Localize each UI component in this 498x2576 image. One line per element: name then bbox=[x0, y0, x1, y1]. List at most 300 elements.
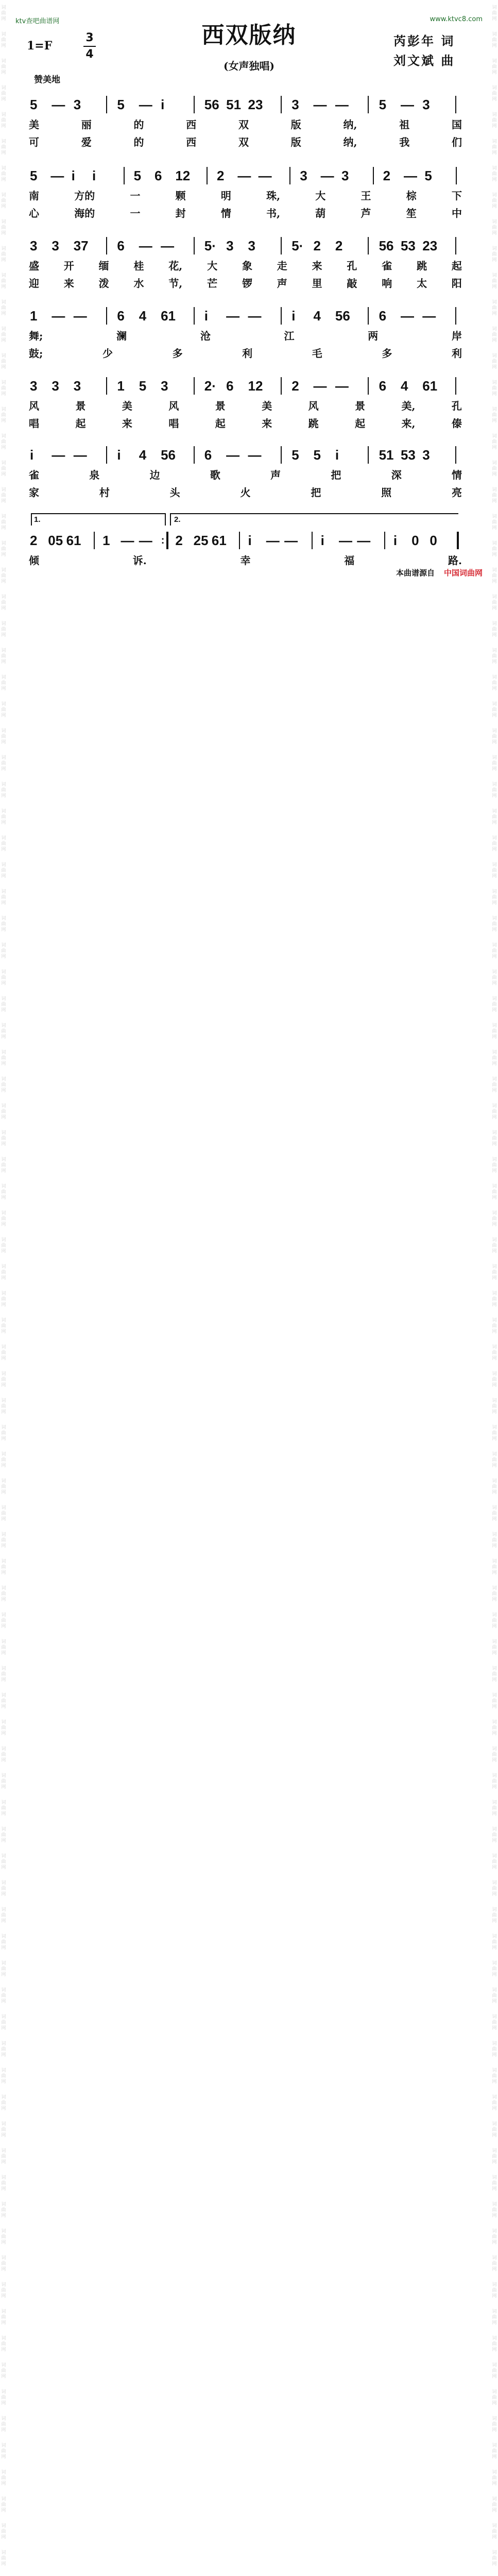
lyric-word: 来 bbox=[262, 417, 272, 430]
note: 4 bbox=[139, 447, 147, 463]
watermark-text: 词 曲 网 bbox=[1, 1880, 6, 1897]
watermark-text: 词 曲 网 bbox=[1, 1425, 6, 1442]
watermark-text: 词 曲 网 bbox=[1, 461, 6, 477]
note: 2 bbox=[175, 533, 183, 548]
watermark-text: 词 曲 网 bbox=[492, 2470, 497, 2486]
watermark-text: 词 曲 网 bbox=[492, 1264, 497, 1281]
lyric-word: 王 bbox=[360, 190, 371, 202]
volta-2-line bbox=[170, 513, 458, 514]
lyric-word: 风 bbox=[308, 400, 319, 412]
lyric-word: 路. bbox=[448, 554, 462, 567]
bar-line bbox=[373, 167, 374, 184]
watermark-text: 词 曲 网 bbox=[492, 1747, 497, 1763]
watermark-text: 词 曲 网 bbox=[1, 2068, 6, 2084]
watermark-text: 词 曲 网 bbox=[492, 246, 497, 263]
watermark-text: 词 曲 网 bbox=[1, 380, 6, 397]
lyric-word: 起 bbox=[355, 417, 366, 430]
brand-left: ktv查吧曲谱网 bbox=[15, 18, 60, 25]
lyric-line bbox=[29, 188, 462, 202]
note: 6 bbox=[226, 378, 234, 394]
lyric-word: 笙 bbox=[406, 207, 417, 219]
watermark-text: 词 曲 网 bbox=[492, 1720, 497, 1736]
watermark-text: 词 曲 网 bbox=[492, 728, 497, 745]
note: i bbox=[161, 97, 165, 112]
bar-line bbox=[281, 307, 282, 325]
note: 2· bbox=[204, 378, 216, 394]
watermark-text: 词 曲 网 bbox=[1, 1747, 6, 1763]
watermark-text: 词 曲 网 bbox=[492, 1586, 497, 1602]
note: 53 bbox=[400, 447, 416, 463]
lyric-word: 岸 bbox=[451, 330, 462, 342]
note: 56 bbox=[335, 308, 350, 324]
lyric-word: 棕 bbox=[406, 190, 417, 202]
watermark-text: 词 曲 网 bbox=[492, 1907, 497, 1924]
note: — bbox=[226, 447, 240, 463]
note: 12 bbox=[175, 168, 191, 183]
watermark-text: 词 曲 网 bbox=[1, 889, 6, 906]
watermark-text: 词 曲 网 bbox=[492, 2363, 497, 2379]
watermark-text: 词 曲 网 bbox=[1, 2229, 6, 2245]
lyric-word: 迎 bbox=[29, 277, 39, 290]
watermark-text bbox=[0, 2572, 7, 2576]
watermark-text: 词 曲 网 bbox=[492, 434, 497, 450]
watermark-text: 词 曲 网 bbox=[492, 1104, 497, 1120]
watermark-text: 词 曲 网 bbox=[492, 1532, 497, 1549]
watermark-text: 词 曲 网 bbox=[492, 1398, 497, 1415]
note: 3 bbox=[51, 378, 59, 394]
time-signature-bar bbox=[83, 46, 96, 47]
lyric-word: 澜 bbox=[116, 330, 127, 342]
note: 3 bbox=[30, 238, 38, 253]
lyric-word: 颗 bbox=[175, 190, 186, 202]
watermark-text: 词 曲 网 bbox=[1, 809, 6, 825]
bar-line bbox=[281, 446, 282, 464]
watermark-text: 词 曲 网 bbox=[1, 1318, 6, 1334]
watermark-text: 词 曲 网 bbox=[492, 5, 497, 22]
note: 2 bbox=[30, 533, 38, 548]
watermark-text: 词 曲 网 bbox=[492, 675, 497, 691]
lyric-word: 下 bbox=[451, 190, 462, 202]
note: 5· bbox=[204, 238, 216, 253]
watermark-text: 词 曲 网 bbox=[1, 648, 6, 665]
end-bar-line bbox=[166, 532, 168, 549]
lyric-word: 村 bbox=[99, 486, 110, 499]
watermark-text: 词 曲 网 bbox=[1, 1532, 6, 1549]
song-title: 西双版纳 bbox=[201, 22, 297, 48]
bar-line bbox=[106, 446, 107, 464]
watermark-text: 词 曲 网 bbox=[1, 2363, 6, 2379]
watermark-text: 词 曲 网 bbox=[1, 353, 6, 370]
bar-line bbox=[239, 532, 240, 549]
lyric-word: 头 bbox=[169, 486, 180, 499]
watermark-text: 词 曲 网 bbox=[1, 2389, 6, 2406]
watermark-text: 词 曲 网 bbox=[492, 2175, 497, 2192]
bar-line bbox=[94, 532, 95, 549]
lyric-word: 美 bbox=[29, 118, 39, 131]
watermark-text: 词 曲 网 bbox=[1, 755, 6, 772]
watermark-text: 词 曲 网 bbox=[492, 1023, 497, 1040]
lyric-word: 走 bbox=[277, 260, 287, 272]
note: — bbox=[50, 168, 64, 183]
lyric-line bbox=[29, 398, 462, 413]
note: — bbox=[404, 168, 417, 183]
watermark-text: 词 曲 网 bbox=[1, 1077, 6, 1093]
watermark-text: 词 曲 网 bbox=[1, 487, 6, 504]
right-watermark-strip bbox=[491, 0, 498, 2567]
watermark-text: 词 曲 网 bbox=[1, 2041, 6, 2058]
watermark-text: 词 曲 网 bbox=[492, 86, 497, 102]
lyric-word: 跳 bbox=[417, 260, 427, 272]
watermark-text: 词 曲 网 bbox=[1, 2148, 6, 2165]
watermark-text: 词 曲 网 bbox=[1, 1666, 6, 1683]
lyric-line bbox=[29, 345, 462, 360]
watermark-text: 词 曲 网 bbox=[1, 1104, 6, 1120]
watermark-text: 词 曲 网 bbox=[1, 1157, 6, 1174]
lyric-line bbox=[29, 205, 462, 220]
watermark-text: 词 曲 网 bbox=[1, 1720, 6, 1736]
lyric-word: 双 bbox=[238, 118, 249, 131]
note: 3 bbox=[248, 238, 255, 253]
note: i bbox=[320, 533, 324, 548]
watermark-text: 词 曲 网 bbox=[1, 246, 6, 263]
watermark-text: 词 曲 网 bbox=[1, 996, 6, 1013]
note: 3 bbox=[30, 378, 38, 394]
watermark-text: 词 曲 网 bbox=[1, 568, 6, 584]
note: 3 bbox=[226, 238, 234, 253]
bar-line bbox=[207, 167, 208, 184]
watermark-text: 词 曲 网 bbox=[492, 809, 497, 825]
note: 6 bbox=[117, 238, 125, 253]
lyric-word: 雀 bbox=[382, 260, 392, 272]
watermark-text: 词 曲 网 bbox=[492, 273, 497, 290]
song-subtitle: (女声独唱) bbox=[224, 60, 274, 72]
note: — bbox=[313, 378, 327, 394]
watermark-text: 词 曲 网 bbox=[1, 2122, 6, 2138]
lyric-line bbox=[29, 328, 462, 343]
bar-line bbox=[106, 237, 107, 255]
watermark-text: 词 曲 网 bbox=[1, 300, 6, 316]
note: i bbox=[117, 447, 121, 463]
lyric-word: 桂 bbox=[133, 260, 144, 272]
volta-1-label: 1. bbox=[34, 515, 41, 524]
lyric-word: 鼓; bbox=[29, 347, 43, 360]
bar-line bbox=[289, 167, 290, 184]
watermark-text: 词 曲 网 bbox=[1, 1211, 6, 1227]
lyric-word: 唱 bbox=[168, 417, 179, 430]
watermark-text: 词 曲 网 bbox=[1, 1559, 6, 1575]
watermark-text: 词 曲 网 bbox=[492, 1827, 497, 1843]
lyric-word: 来 bbox=[63, 277, 74, 290]
lyric-word: 火 bbox=[240, 486, 251, 499]
watermark-text: 词 曲 网 bbox=[492, 1934, 497, 1951]
watermark-text: 词 曲 网 bbox=[492, 1666, 497, 1683]
lyric-word: 来 bbox=[312, 260, 322, 272]
bar-line bbox=[194, 446, 195, 464]
lyric-word: 水 bbox=[133, 277, 144, 290]
lyric-word: 景 bbox=[355, 400, 366, 412]
note: 51 bbox=[226, 97, 242, 112]
watermark-text: 词 曲 网 bbox=[1, 2497, 6, 2513]
bar-line bbox=[281, 237, 282, 255]
lyric-word: 风 bbox=[29, 400, 39, 412]
watermark-text: 词 曲 网 bbox=[1, 1479, 6, 1495]
watermark-text: 词 曲 网 bbox=[1, 2095, 6, 2111]
watermark-text: 词 曲 网 bbox=[1, 621, 6, 638]
lyric-word: 中 bbox=[451, 207, 462, 219]
lyric-word: 葫 bbox=[315, 207, 326, 219]
bar-line bbox=[455, 237, 456, 255]
note: — bbox=[266, 533, 280, 548]
watermark-text: 词 曲 网 bbox=[492, 862, 497, 879]
watermark-text: 词 曲 网 bbox=[1, 1961, 6, 1977]
bar-line bbox=[456, 167, 457, 184]
lyric-word: 们 bbox=[451, 136, 462, 148]
lyric-word: 毛 bbox=[312, 347, 322, 360]
note: 6 bbox=[117, 308, 125, 324]
note: 3 bbox=[300, 168, 307, 183]
left-watermark-strip bbox=[0, 0, 7, 2567]
watermark-text: 词 曲 网 bbox=[492, 2336, 497, 2352]
watermark-text: 词 曲 网 bbox=[492, 1077, 497, 1093]
lyric-word: 两 bbox=[368, 330, 379, 342]
time-signature-bottom: 4 bbox=[85, 48, 94, 61]
note: i bbox=[335, 447, 339, 463]
lyric-word: 利 bbox=[242, 347, 253, 360]
note: 5 bbox=[117, 97, 125, 112]
watermark-text: 词 曲 网 bbox=[492, 1693, 497, 1709]
watermark-text: 词 曲 网 bbox=[1, 2175, 6, 2192]
watermark-text: 词 曲 网 bbox=[492, 2014, 497, 2031]
watermark-text: 词 曲 网 bbox=[492, 2041, 497, 2058]
note: 61 bbox=[422, 378, 438, 394]
lyric-word: 南 bbox=[29, 190, 39, 202]
watermark-text: 词 曲 网 bbox=[492, 1130, 497, 1147]
bar-line bbox=[106, 377, 107, 395]
lyric-word: 芒 bbox=[207, 277, 218, 290]
lyric-word: 幸 bbox=[240, 554, 251, 567]
lyric-word: 沧 bbox=[200, 330, 211, 342]
watermark-text: 词 曲 网 bbox=[492, 1452, 497, 1468]
note: 0 bbox=[411, 533, 419, 548]
watermark-text: 词 曲 网 bbox=[1, 407, 6, 423]
watermark-text: 词 曲 网 bbox=[1, 2256, 6, 2272]
watermark-text: 词 曲 网 bbox=[1, 541, 6, 557]
watermark-text: 词 曲 网 bbox=[1, 273, 6, 290]
note: 05 bbox=[48, 533, 63, 548]
note: 5 bbox=[313, 447, 321, 463]
watermark-text: 词 曲 网 bbox=[1, 836, 6, 852]
watermark-text: 词 曲 网 bbox=[492, 1238, 497, 1254]
lyric-word: 锣 bbox=[242, 277, 252, 290]
lyric-word: 深 bbox=[391, 469, 402, 481]
lyric-word: 声 bbox=[277, 277, 287, 290]
watermark-text: 词 曲 网 bbox=[1, 1238, 6, 1254]
watermark-text: 词 曲 网 bbox=[492, 1880, 497, 1897]
lyric-word: 情 bbox=[451, 469, 462, 481]
lyric-word: 象 bbox=[242, 260, 252, 272]
lyric-word: 敲 bbox=[347, 277, 357, 290]
lyric-word: 封 bbox=[175, 207, 186, 219]
note: 23 bbox=[422, 238, 438, 253]
lyric-word: 雀 bbox=[29, 469, 39, 481]
watermark-text: 词 曲 网 bbox=[1, 702, 6, 718]
watermark-text: 词 曲 网 bbox=[492, 648, 497, 665]
bar-line bbox=[368, 237, 369, 255]
bar-line bbox=[455, 307, 456, 325]
watermark-text: 词 曲 网 bbox=[492, 2309, 497, 2326]
watermark-text: 词 曲 网 bbox=[492, 139, 497, 156]
bar-line bbox=[194, 377, 195, 395]
watermark-text: 词 曲 网 bbox=[492, 1854, 497, 1870]
lyric-word: 美 bbox=[122, 400, 132, 412]
watermark-text: 词 曲 网 bbox=[492, 1291, 497, 1308]
watermark-text: 词 曲 网 bbox=[492, 2416, 497, 2433]
note: — bbox=[51, 308, 65, 324]
lyric-word: 版 bbox=[290, 136, 301, 148]
watermark-text: 词 曲 网 bbox=[1, 1907, 6, 1924]
note: — bbox=[161, 238, 175, 253]
bar-line bbox=[368, 96, 369, 113]
volta-1-line bbox=[31, 513, 166, 514]
lyric-word: 美, bbox=[401, 400, 416, 412]
watermark-text: 词 曲 网 bbox=[492, 2497, 497, 2513]
lyric-word: 诉. bbox=[132, 554, 147, 567]
watermark-text: 词 曲 网 bbox=[1, 59, 6, 75]
repeat-sign: : bbox=[161, 535, 165, 546]
watermark-text: 词 曲 网 bbox=[1, 1345, 6, 1361]
brand-right: www.ktvc8.com bbox=[430, 15, 483, 23]
watermark-text: 词 曲 网 bbox=[1, 2443, 6, 2460]
note: 12 bbox=[248, 378, 263, 394]
watermark-text: 词 曲 网 bbox=[1, 916, 6, 933]
watermark-text: 词 曲 网 bbox=[492, 1639, 497, 1656]
bar-line bbox=[281, 377, 282, 395]
lyric-word: 响 bbox=[382, 277, 392, 290]
lyric-word: 丽 bbox=[81, 118, 92, 131]
note: — bbox=[139, 97, 152, 112]
watermark-text: 词 曲 网 bbox=[1, 434, 6, 450]
watermark-text: 词 曲 网 bbox=[492, 166, 497, 182]
lyric-word: 盛 bbox=[29, 260, 39, 272]
lyric-word: 的 bbox=[133, 136, 144, 148]
note: — bbox=[51, 447, 65, 463]
note: — bbox=[139, 238, 152, 253]
lyric-word: 阳 bbox=[451, 277, 462, 290]
watermark-text: 词 曲 网 bbox=[1, 2416, 6, 2433]
lyric-word: 多 bbox=[172, 347, 183, 360]
note: — bbox=[121, 533, 134, 548]
watermark-text: 词 曲 网 bbox=[492, 1157, 497, 1174]
volta-1-end bbox=[165, 513, 166, 526]
watermark-text: 词 曲 网 bbox=[492, 1505, 497, 1522]
lyric-word: 缅 bbox=[98, 260, 109, 272]
watermark-text: 词 曲 网 bbox=[492, 1345, 497, 1361]
bar-line bbox=[124, 167, 125, 184]
watermark-text: 词 曲 网 bbox=[492, 1773, 497, 1790]
watermark-text: 词 曲 网 bbox=[1, 943, 6, 959]
watermark-text: 词 曲 网 bbox=[492, 996, 497, 1013]
watermark-text: 词 曲 网 bbox=[492, 2229, 497, 2245]
lyric-word: 大 bbox=[315, 190, 326, 202]
bar-line bbox=[106, 307, 107, 325]
note: 6 bbox=[204, 447, 212, 463]
watermark-text: 词 曲 网 bbox=[1, 1264, 6, 1281]
note: 1 bbox=[102, 533, 110, 548]
note: — bbox=[139, 533, 152, 548]
watermark-text: 词 曲 网 bbox=[1, 595, 6, 611]
watermark-text: 词 曲 网 bbox=[492, 1184, 497, 1200]
watermark-text: 词 曲 网 bbox=[1, 139, 6, 156]
watermark-text: 词 曲 网 bbox=[1, 1452, 6, 1468]
note: — bbox=[400, 97, 414, 112]
note: 61 bbox=[161, 308, 176, 324]
watermark-text: 词 曲 网 bbox=[1, 675, 6, 691]
watermark-text: 词 曲 网 bbox=[1, 219, 6, 236]
note: 4 bbox=[400, 378, 408, 394]
note: 6 bbox=[379, 378, 387, 394]
lyric-word: 方的 bbox=[74, 190, 95, 202]
lyric-line bbox=[29, 415, 462, 430]
lyric-word: 可 bbox=[29, 136, 39, 148]
note: 0 bbox=[430, 533, 437, 548]
watermark-text: 词 曲 网 bbox=[492, 702, 497, 718]
note: — bbox=[226, 308, 240, 324]
source-note bbox=[396, 567, 483, 578]
lyric-word: 版 bbox=[290, 118, 301, 131]
lyric-word: 江 bbox=[284, 330, 295, 342]
note: i bbox=[204, 308, 209, 324]
lyric-word: 开 bbox=[63, 260, 74, 272]
note: 4 bbox=[139, 308, 147, 324]
note: 5 bbox=[139, 378, 147, 394]
lyric-word: 唱 bbox=[29, 417, 39, 430]
watermark-text: 词 曲 网 bbox=[492, 943, 497, 959]
watermark-text: 词 曲 网 bbox=[1, 1934, 6, 1951]
time-signature bbox=[82, 31, 97, 62]
watermark-text: 词 曲 网 bbox=[1, 2336, 6, 2352]
lyric-word: 来, bbox=[401, 417, 416, 430]
note: i bbox=[71, 168, 75, 183]
bar-line bbox=[455, 96, 456, 113]
watermark-text: 词 曲 网 bbox=[492, 461, 497, 477]
lyric-word: 珠, bbox=[266, 190, 281, 202]
time-signature-top: 3 bbox=[85, 31, 94, 44]
lyric-word: 舞; bbox=[29, 330, 43, 342]
watermark-text: 词 曲 网 bbox=[1, 166, 6, 182]
note: — bbox=[338, 533, 352, 548]
lyric-word: 歌 bbox=[210, 469, 220, 481]
watermark-text: 词 曲 网 bbox=[492, 112, 497, 129]
note: 2 bbox=[217, 168, 225, 183]
lyric-word: 把 bbox=[331, 469, 341, 481]
note: — bbox=[73, 447, 87, 463]
watermark-text: 词 曲 网 bbox=[492, 1371, 497, 1388]
volta-2-label: 2. bbox=[174, 515, 181, 524]
lyric-word: 太 bbox=[417, 277, 427, 290]
watermark-text: 词 曲 网 bbox=[1, 1050, 6, 1066]
note: 2 bbox=[313, 238, 321, 253]
watermark-text: 词 曲 网 bbox=[492, 2389, 497, 2406]
lyric-word: 倾 bbox=[29, 554, 39, 567]
bar-line bbox=[194, 307, 195, 325]
note: 5 bbox=[133, 168, 142, 183]
note: 3 bbox=[341, 168, 349, 183]
watermark-text: 词 曲 网 bbox=[492, 1559, 497, 1575]
watermark-text: 词 曲 网 bbox=[1, 327, 6, 343]
watermark-text: 词 曲 网 bbox=[492, 300, 497, 316]
note: 2 bbox=[383, 168, 391, 183]
lyric-word: 起 bbox=[215, 417, 226, 430]
